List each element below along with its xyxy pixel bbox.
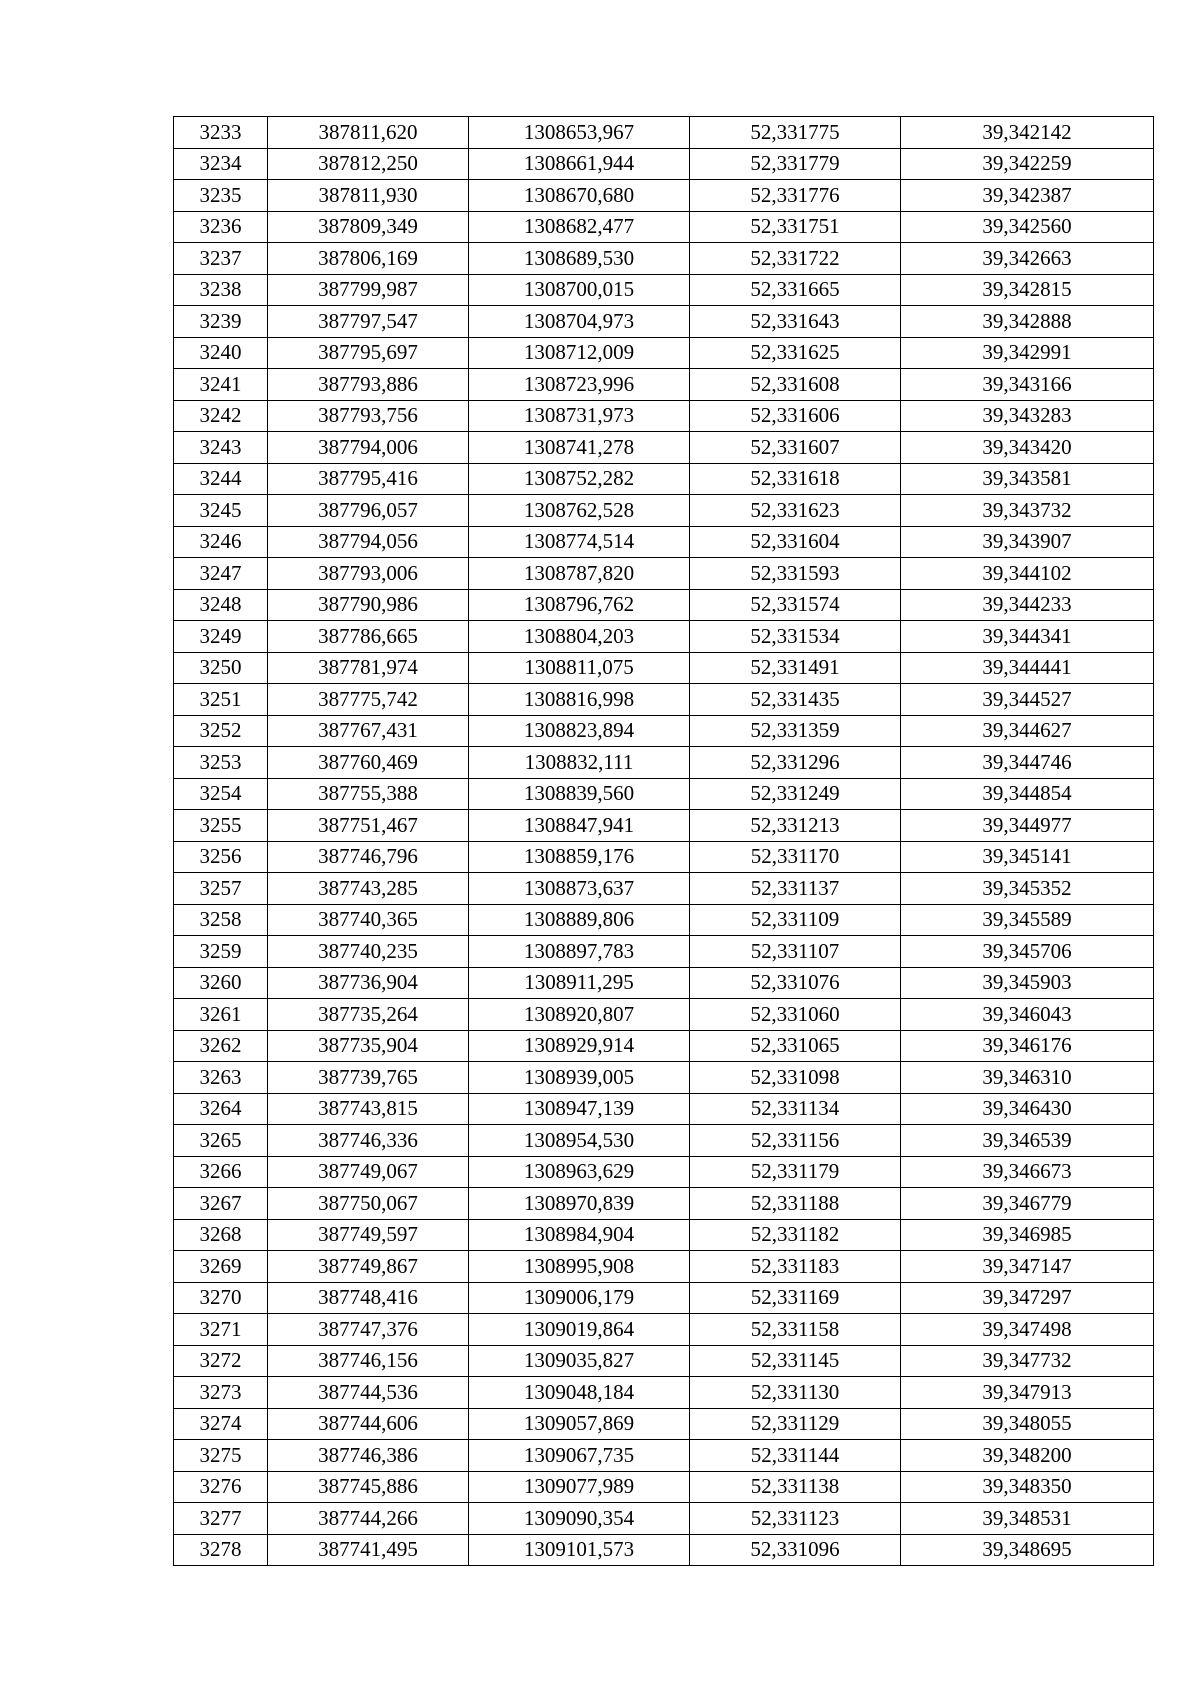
y-coordinate-cell: 1309101,573 [469,1534,690,1566]
point-number-cell: 3254 [174,778,268,810]
latitude-cell: 52,331129 [690,1408,901,1440]
x-coordinate-cell: 387811,620 [268,117,469,149]
latitude-cell: 52,331249 [690,778,901,810]
table-row [174,1030,1154,1062]
longitude-cell: 39,345141 [901,841,1154,873]
point-number-cell: 3276 [174,1471,268,1503]
table-row [174,463,1154,495]
longitude-cell: 39,343166 [901,369,1154,401]
point-number-cell: 3264 [174,1093,268,1125]
point-number-cell: 3244 [174,463,268,495]
latitude-cell: 52,331169 [690,1282,901,1314]
x-coordinate-cell: 387795,416 [268,463,469,495]
latitude-cell: 52,331138 [690,1471,901,1503]
point-number-cell: 3241 [174,369,268,401]
point-number-cell: 3273 [174,1377,268,1409]
table-row [174,1534,1154,1566]
latitude-cell: 52,331109 [690,904,901,936]
table-row [174,652,1154,684]
x-coordinate-cell: 387812,250 [268,148,469,180]
x-coordinate-cell: 387749,867 [268,1251,469,1283]
latitude-cell: 52,331604 [690,526,901,558]
point-number-cell: 3239 [174,306,268,338]
y-coordinate-cell: 1308859,176 [469,841,690,873]
latitude-cell: 52,331722 [690,243,901,275]
table-row [174,1503,1154,1535]
point-number-cell: 3266 [174,1156,268,1188]
point-number-cell: 3243 [174,432,268,464]
table-row [174,1219,1154,1251]
longitude-cell: 39,346043 [901,999,1154,1031]
table-row [174,1188,1154,1220]
y-coordinate-cell: 1308920,807 [469,999,690,1031]
table-row [174,967,1154,999]
point-number-cell: 3247 [174,558,268,590]
latitude-cell: 52,331137 [690,873,901,905]
y-coordinate-cell: 1308796,762 [469,589,690,621]
point-number-cell: 3262 [174,1030,268,1062]
table-row [174,1377,1154,1409]
x-coordinate-cell: 387746,796 [268,841,469,873]
latitude-cell: 52,331665 [690,274,901,306]
latitude-cell: 52,331643 [690,306,901,338]
point-number-cell: 3250 [174,652,268,684]
table-row [174,117,1154,149]
longitude-cell: 39,347913 [901,1377,1154,1409]
x-coordinate-cell: 387799,987 [268,274,469,306]
x-coordinate-cell: 387735,264 [268,999,469,1031]
latitude-cell: 52,331156 [690,1125,901,1157]
table-row [174,148,1154,180]
y-coordinate-cell: 1308954,530 [469,1125,690,1157]
table-row [174,810,1154,842]
coordinates-table [173,116,1154,1566]
table-row [174,1345,1154,1377]
table-row [174,904,1154,936]
y-coordinate-cell: 1308929,914 [469,1030,690,1062]
y-coordinate-cell: 1308731,973 [469,400,690,432]
longitude-cell: 39,348350 [901,1471,1154,1503]
latitude-cell: 52,331144 [690,1440,901,1472]
latitude-cell: 52,331179 [690,1156,901,1188]
point-number-cell: 3271 [174,1314,268,1346]
x-coordinate-cell: 387746,336 [268,1125,469,1157]
y-coordinate-cell: 1308947,139 [469,1093,690,1125]
y-coordinate-cell: 1308774,514 [469,526,690,558]
point-number-cell: 3234 [174,148,268,180]
x-coordinate-cell: 387775,742 [268,684,469,716]
x-coordinate-cell: 387796,057 [268,495,469,527]
point-number-cell: 3275 [174,1440,268,1472]
x-coordinate-cell: 387755,388 [268,778,469,810]
table-row [174,337,1154,369]
point-number-cell: 3268 [174,1219,268,1251]
y-coordinate-cell: 1308963,629 [469,1156,690,1188]
x-coordinate-cell: 387740,235 [268,936,469,968]
latitude-cell: 52,331593 [690,558,901,590]
latitude-cell: 52,331606 [690,400,901,432]
latitude-cell: 52,331188 [690,1188,901,1220]
x-coordinate-cell: 387739,765 [268,1062,469,1094]
latitude-cell: 52,331213 [690,810,901,842]
latitude-cell: 52,331623 [690,495,901,527]
y-coordinate-cell: 1308723,996 [469,369,690,401]
longitude-cell: 39,344977 [901,810,1154,842]
table-row [174,1062,1154,1094]
latitude-cell: 52,331296 [690,747,901,779]
point-number-cell: 3272 [174,1345,268,1377]
y-coordinate-cell: 1309057,869 [469,1408,690,1440]
latitude-cell: 52,331779 [690,148,901,180]
longitude-cell: 39,343420 [901,432,1154,464]
y-coordinate-cell: 1308839,560 [469,778,690,810]
x-coordinate-cell: 387744,536 [268,1377,469,1409]
point-number-cell: 3252 [174,715,268,747]
latitude-cell: 52,331608 [690,369,901,401]
y-coordinate-cell: 1308823,894 [469,715,690,747]
x-coordinate-cell: 387794,056 [268,526,469,558]
y-coordinate-cell: 1308661,944 [469,148,690,180]
latitude-cell: 52,331607 [690,432,901,464]
longitude-cell: 39,348055 [901,1408,1154,1440]
table-row [174,1093,1154,1125]
x-coordinate-cell: 387793,006 [268,558,469,590]
x-coordinate-cell: 387750,067 [268,1188,469,1220]
longitude-cell: 39,348200 [901,1440,1154,1472]
y-coordinate-cell: 1309077,989 [469,1471,690,1503]
latitude-cell: 52,331098 [690,1062,901,1094]
y-coordinate-cell: 1308804,203 [469,621,690,653]
point-number-cell: 3238 [174,274,268,306]
y-coordinate-cell: 1309067,735 [469,1440,690,1472]
y-coordinate-cell: 1308939,005 [469,1062,690,1094]
y-coordinate-cell: 1308653,967 [469,117,690,149]
point-number-cell: 3257 [174,873,268,905]
longitude-cell: 39,345352 [901,873,1154,905]
y-coordinate-cell: 1308811,075 [469,652,690,684]
x-coordinate-cell: 387793,756 [268,400,469,432]
longitude-cell: 39,344854 [901,778,1154,810]
longitude-cell: 39,342815 [901,274,1154,306]
y-coordinate-cell: 1309006,179 [469,1282,690,1314]
x-coordinate-cell: 387749,597 [268,1219,469,1251]
y-coordinate-cell: 1308689,530 [469,243,690,275]
table-row [174,621,1154,653]
latitude-cell: 52,331123 [690,1503,901,1535]
latitude-cell: 52,331776 [690,180,901,212]
point-number-cell: 3274 [174,1408,268,1440]
table-row [174,873,1154,905]
latitude-cell: 52,331134 [690,1093,901,1125]
x-coordinate-cell: 387797,547 [268,306,469,338]
table-row [174,526,1154,558]
x-coordinate-cell: 387793,886 [268,369,469,401]
table-row [174,778,1154,810]
point-number-cell: 3278 [174,1534,268,1566]
longitude-cell: 39,344233 [901,589,1154,621]
latitude-cell: 52,331491 [690,652,901,684]
latitude-cell: 52,331359 [690,715,901,747]
x-coordinate-cell: 387746,156 [268,1345,469,1377]
longitude-cell: 39,347732 [901,1345,1154,1377]
longitude-cell: 39,344527 [901,684,1154,716]
y-coordinate-cell: 1309090,354 [469,1503,690,1535]
latitude-cell: 52,331534 [690,621,901,653]
longitude-cell: 39,346673 [901,1156,1154,1188]
latitude-cell: 52,331625 [690,337,901,369]
x-coordinate-cell: 387781,974 [268,652,469,684]
longitude-cell: 39,343732 [901,495,1154,527]
y-coordinate-cell: 1308816,998 [469,684,690,716]
table-row [174,1156,1154,1188]
latitude-cell: 52,331107 [690,936,901,968]
y-coordinate-cell: 1309048,184 [469,1377,690,1409]
y-coordinate-cell: 1308787,820 [469,558,690,590]
longitude-cell: 39,346985 [901,1219,1154,1251]
longitude-cell: 39,342259 [901,148,1154,180]
x-coordinate-cell: 387767,431 [268,715,469,747]
point-number-cell: 3248 [174,589,268,621]
latitude-cell: 52,331060 [690,999,901,1031]
latitude-cell: 52,331435 [690,684,901,716]
y-coordinate-cell: 1308970,839 [469,1188,690,1220]
longitude-cell: 39,345589 [901,904,1154,936]
y-coordinate-cell: 1308682,477 [469,211,690,243]
table-row [174,1440,1154,1472]
y-coordinate-cell: 1308873,637 [469,873,690,905]
x-coordinate-cell: 387806,169 [268,243,469,275]
x-coordinate-cell: 387746,386 [268,1440,469,1472]
longitude-cell: 39,344341 [901,621,1154,653]
x-coordinate-cell: 387795,697 [268,337,469,369]
point-number-cell: 3265 [174,1125,268,1157]
longitude-cell: 39,344746 [901,747,1154,779]
y-coordinate-cell: 1308911,295 [469,967,690,999]
table-row [174,432,1154,464]
table-row [174,589,1154,621]
latitude-cell: 52,331183 [690,1251,901,1283]
x-coordinate-cell: 387740,365 [268,904,469,936]
y-coordinate-cell: 1308704,973 [469,306,690,338]
y-coordinate-cell: 1308995,908 [469,1251,690,1283]
x-coordinate-cell: 387760,469 [268,747,469,779]
latitude-cell: 52,331130 [690,1377,901,1409]
latitude-cell: 52,331574 [690,589,901,621]
x-coordinate-cell: 387735,904 [268,1030,469,1062]
longitude-cell: 39,347498 [901,1314,1154,1346]
table-row [174,747,1154,779]
table-row [174,400,1154,432]
y-coordinate-cell: 1308762,528 [469,495,690,527]
y-coordinate-cell: 1308897,783 [469,936,690,968]
point-number-cell: 3258 [174,904,268,936]
point-number-cell: 3246 [174,526,268,558]
point-number-cell: 3255 [174,810,268,842]
table-row [174,369,1154,401]
longitude-cell: 39,348695 [901,1534,1154,1566]
table-row [174,495,1154,527]
latitude-cell: 52,331170 [690,841,901,873]
table-row [174,841,1154,873]
x-coordinate-cell: 387743,285 [268,873,469,905]
longitude-cell: 39,342387 [901,180,1154,212]
point-number-cell: 3260 [174,967,268,999]
latitude-cell: 52,331076 [690,967,901,999]
y-coordinate-cell: 1308741,278 [469,432,690,464]
x-coordinate-cell: 387809,349 [268,211,469,243]
longitude-cell: 39,345903 [901,967,1154,999]
point-number-cell: 3259 [174,936,268,968]
x-coordinate-cell: 387790,986 [268,589,469,621]
table-body [174,117,1154,1566]
table-row [174,274,1154,306]
x-coordinate-cell: 387745,886 [268,1471,469,1503]
y-coordinate-cell: 1309019,864 [469,1314,690,1346]
table-row [174,1471,1154,1503]
y-coordinate-cell: 1308847,941 [469,810,690,842]
longitude-cell: 39,344102 [901,558,1154,590]
point-number-cell: 3263 [174,1062,268,1094]
table-row [174,1125,1154,1157]
longitude-cell: 39,342560 [901,211,1154,243]
table-row [174,684,1154,716]
table-row [174,1251,1154,1283]
longitude-cell: 39,343907 [901,526,1154,558]
longitude-cell: 39,344627 [901,715,1154,747]
longitude-cell: 39,342663 [901,243,1154,275]
point-number-cell: 3240 [174,337,268,369]
latitude-cell: 52,331618 [690,463,901,495]
table-row [174,715,1154,747]
longitude-cell: 39,342991 [901,337,1154,369]
longitude-cell: 39,346176 [901,1030,1154,1062]
x-coordinate-cell: 387751,467 [268,810,469,842]
y-coordinate-cell: 1309035,827 [469,1345,690,1377]
x-coordinate-cell: 387811,930 [268,180,469,212]
point-number-cell: 3242 [174,400,268,432]
longitude-cell: 39,347297 [901,1282,1154,1314]
longitude-cell: 39,348531 [901,1503,1154,1535]
y-coordinate-cell: 1308984,904 [469,1219,690,1251]
point-number-cell: 3236 [174,211,268,243]
x-coordinate-cell: 387744,266 [268,1503,469,1535]
y-coordinate-cell: 1308670,680 [469,180,690,212]
y-coordinate-cell: 1308889,806 [469,904,690,936]
longitude-cell: 39,342888 [901,306,1154,338]
y-coordinate-cell: 1308832,111 [469,747,690,779]
latitude-cell: 52,331158 [690,1314,901,1346]
table-row [174,1408,1154,1440]
longitude-cell: 39,342142 [901,117,1154,149]
table-row [174,1282,1154,1314]
longitude-cell: 39,343581 [901,463,1154,495]
point-number-cell: 3233 [174,117,268,149]
table-row [174,243,1154,275]
latitude-cell: 52,331065 [690,1030,901,1062]
longitude-cell: 39,343283 [901,400,1154,432]
table-row [174,999,1154,1031]
longitude-cell: 39,344441 [901,652,1154,684]
latitude-cell: 52,331145 [690,1345,901,1377]
latitude-cell: 52,331751 [690,211,901,243]
table-row [174,1314,1154,1346]
latitude-cell: 52,331182 [690,1219,901,1251]
x-coordinate-cell: 387741,495 [268,1534,469,1566]
point-number-cell: 3251 [174,684,268,716]
table-row [174,306,1154,338]
table-row [174,180,1154,212]
x-coordinate-cell: 387736,904 [268,967,469,999]
longitude-cell: 39,346430 [901,1093,1154,1125]
point-number-cell: 3249 [174,621,268,653]
x-coordinate-cell: 387748,416 [268,1282,469,1314]
x-coordinate-cell: 387786,665 [268,621,469,653]
point-number-cell: 3269 [174,1251,268,1283]
x-coordinate-cell: 387744,606 [268,1408,469,1440]
point-number-cell: 3270 [174,1282,268,1314]
table-row [174,936,1154,968]
y-coordinate-cell: 1308752,282 [469,463,690,495]
point-number-cell: 3261 [174,999,268,1031]
latitude-cell: 52,331096 [690,1534,901,1566]
point-number-cell: 3245 [174,495,268,527]
longitude-cell: 39,347147 [901,1251,1154,1283]
point-number-cell: 3253 [174,747,268,779]
point-number-cell: 3235 [174,180,268,212]
longitude-cell: 39,346310 [901,1062,1154,1094]
point-number-cell: 3237 [174,243,268,275]
table-row [174,558,1154,590]
table-row [174,211,1154,243]
x-coordinate-cell: 387747,376 [268,1314,469,1346]
x-coordinate-cell: 387794,006 [268,432,469,464]
point-number-cell: 3256 [174,841,268,873]
longitude-cell: 39,346779 [901,1188,1154,1220]
y-coordinate-cell: 1308700,015 [469,274,690,306]
latitude-cell: 52,331775 [690,117,901,149]
longitude-cell: 39,346539 [901,1125,1154,1157]
point-number-cell: 3267 [174,1188,268,1220]
x-coordinate-cell: 387749,067 [268,1156,469,1188]
point-number-cell: 3277 [174,1503,268,1535]
y-coordinate-cell: 1308712,009 [469,337,690,369]
x-coordinate-cell: 387743,815 [268,1093,469,1125]
longitude-cell: 39,345706 [901,936,1154,968]
